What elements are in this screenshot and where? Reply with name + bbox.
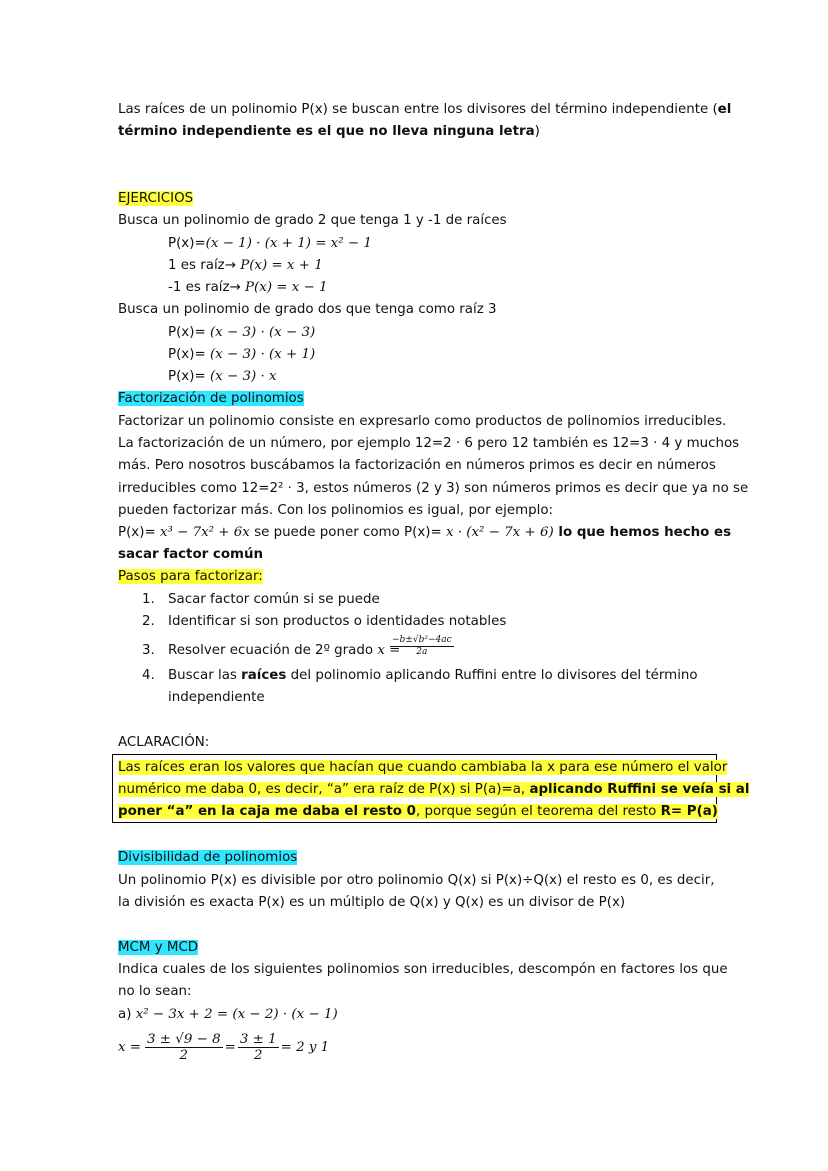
factorizacion-p4: irreducibles como 12=2² · 3, estos números (2 y 3) son números primos es decir que ya no se [118,481,749,496]
factorizacion-p1: Factorizar un polinomio consiste en expresarlo como productos de polinomios irreducibles. [118,414,727,429]
exercise-a-solution: x = $\frac{3 \pm √9 - 8}{2}$ = $\frac{3 \pm 1}{2}$ = 2 y 1 [118,1031,330,1063]
mcm-line-2: no lo sean: [118,984,192,999]
divisibilidad-heading: Divisibilidad de polinomios [118,850,298,865]
list-item-text: Identificar si son productos o identidades notables [168,614,507,629]
pasos-heading: Pasos para factorizar: [118,569,263,584]
intro-text: Las raíces de un polinomio P(x) se buscan entre los divisores del término independiente ( [118,102,718,117]
aclaracion-heading: ACLARACIÓN: [118,735,210,750]
q2-answer-2: P(x)= (x − 3) · (x + 1) [168,347,316,362]
fraction-2: $\frac{3 \pm 1}{2}$ [239,1031,277,1063]
list-item-text-cont: independiente [168,690,265,705]
factorizacion-p7: sacar factor común [118,547,264,562]
formula-lhs: x = [377,643,401,658]
factorizacion-p6: P(x)= x³ − 7x² + 6x se puede poner como P(x)= x · (x² − 7x + 6) lo que hemos hecho es [118,525,732,540]
aclaracion-line-1: Las raíces eran los valores que hacían que cuando cambiaba la x para ese número el valor [118,760,728,775]
q2-answer-1: P(x)= (x − 3) · (x − 3) [168,325,316,340]
q1-answer-3: -1 es raíz→ P(x) = x − 1 [168,280,328,295]
intro-line-1 [118,101,731,119]
aclaracion-line-3: poner “a” en la caja me daba el resto 0, porque según el teorema del resto R= P(a) [118,804,718,819]
list-item-text: Sacar factor común si se puede [168,592,380,607]
factorizacion-p5: pueden factorizar más. Con los polinomios es igual, por ejemplo: [118,503,554,518]
intro-close: ) [534,124,540,139]
exercise-a: a) x² − 3x + 2 = (x − 2) · (x − 1) [118,1007,338,1022]
factorizacion-p2: La factorización de un número, por ejemplo 12=2 · 6 pero 12 también es 12=3 · 4 y muchos [118,436,740,451]
list-item-text: Buscar las raíces del polinomio aplicando Ruffini entre lo divisores del término [168,668,698,683]
q1-answer-1: P(x)=(x − 1) · (x + 1) = x² − 1 [168,236,372,251]
divisibilidad-line-2: la división es exacta P(x) es un múltiplo de Q(x) y Q(x) es un divisor de P(x) [118,895,626,910]
list-item: 4. [142,668,155,683]
mcm-heading: MCM y MCD [118,940,199,955]
question-2: Busca un polinomio de grado dos que tenga como raíz 3 [118,302,497,317]
list-item: 3. [142,643,155,658]
factorizacion-p3: más. Pero nosotros buscábamos la factorización en números primos es decir en números [118,458,716,473]
mcm-line-1: Indica cuales de los siguientes polinomios son irreducibles, descompón en factores los que [118,962,728,977]
list-item-text: Resolver ecuación de 2º grado x = [168,643,401,658]
divisibilidad-line-1: Un polinomio P(x) es divisible por otro polinomio Q(x) si P(x)÷Q(x) el resto es 0, es decir, [118,873,715,888]
q1-answer-2: 1 es raíz→ P(x) = x + 1 [168,258,323,273]
list-item: 2. [142,614,155,629]
quadratic-formula: $\frac{\text{−b±√b²−4ac}}{2a}$ [392,635,452,657]
question-1: Busca un polinomio de grado 2 que tenga 1 y -1 de raíces [118,213,507,228]
factorizacion-heading: Factorización de polinomios [118,391,304,406]
fraction-1: $\frac{3 \pm √9 - 8}{2}$ [147,1031,221,1063]
aclaracion-line-2: numérico me daba 0, es decir, “a” era raíz de P(x) si P(a)=a, aplicando Ruffini se veía si al [118,782,750,797]
list-item: 1. [142,592,155,607]
intro-bold: el [717,102,732,117]
q2-answer-3: P(x)= (x − 3) · x [168,369,277,384]
ejercicios-heading: EJERCICIOS [118,191,194,206]
intro-line-2 [118,123,540,141]
intro-bold-2: término independiente es el que no lleva ninguna letra [118,124,535,139]
